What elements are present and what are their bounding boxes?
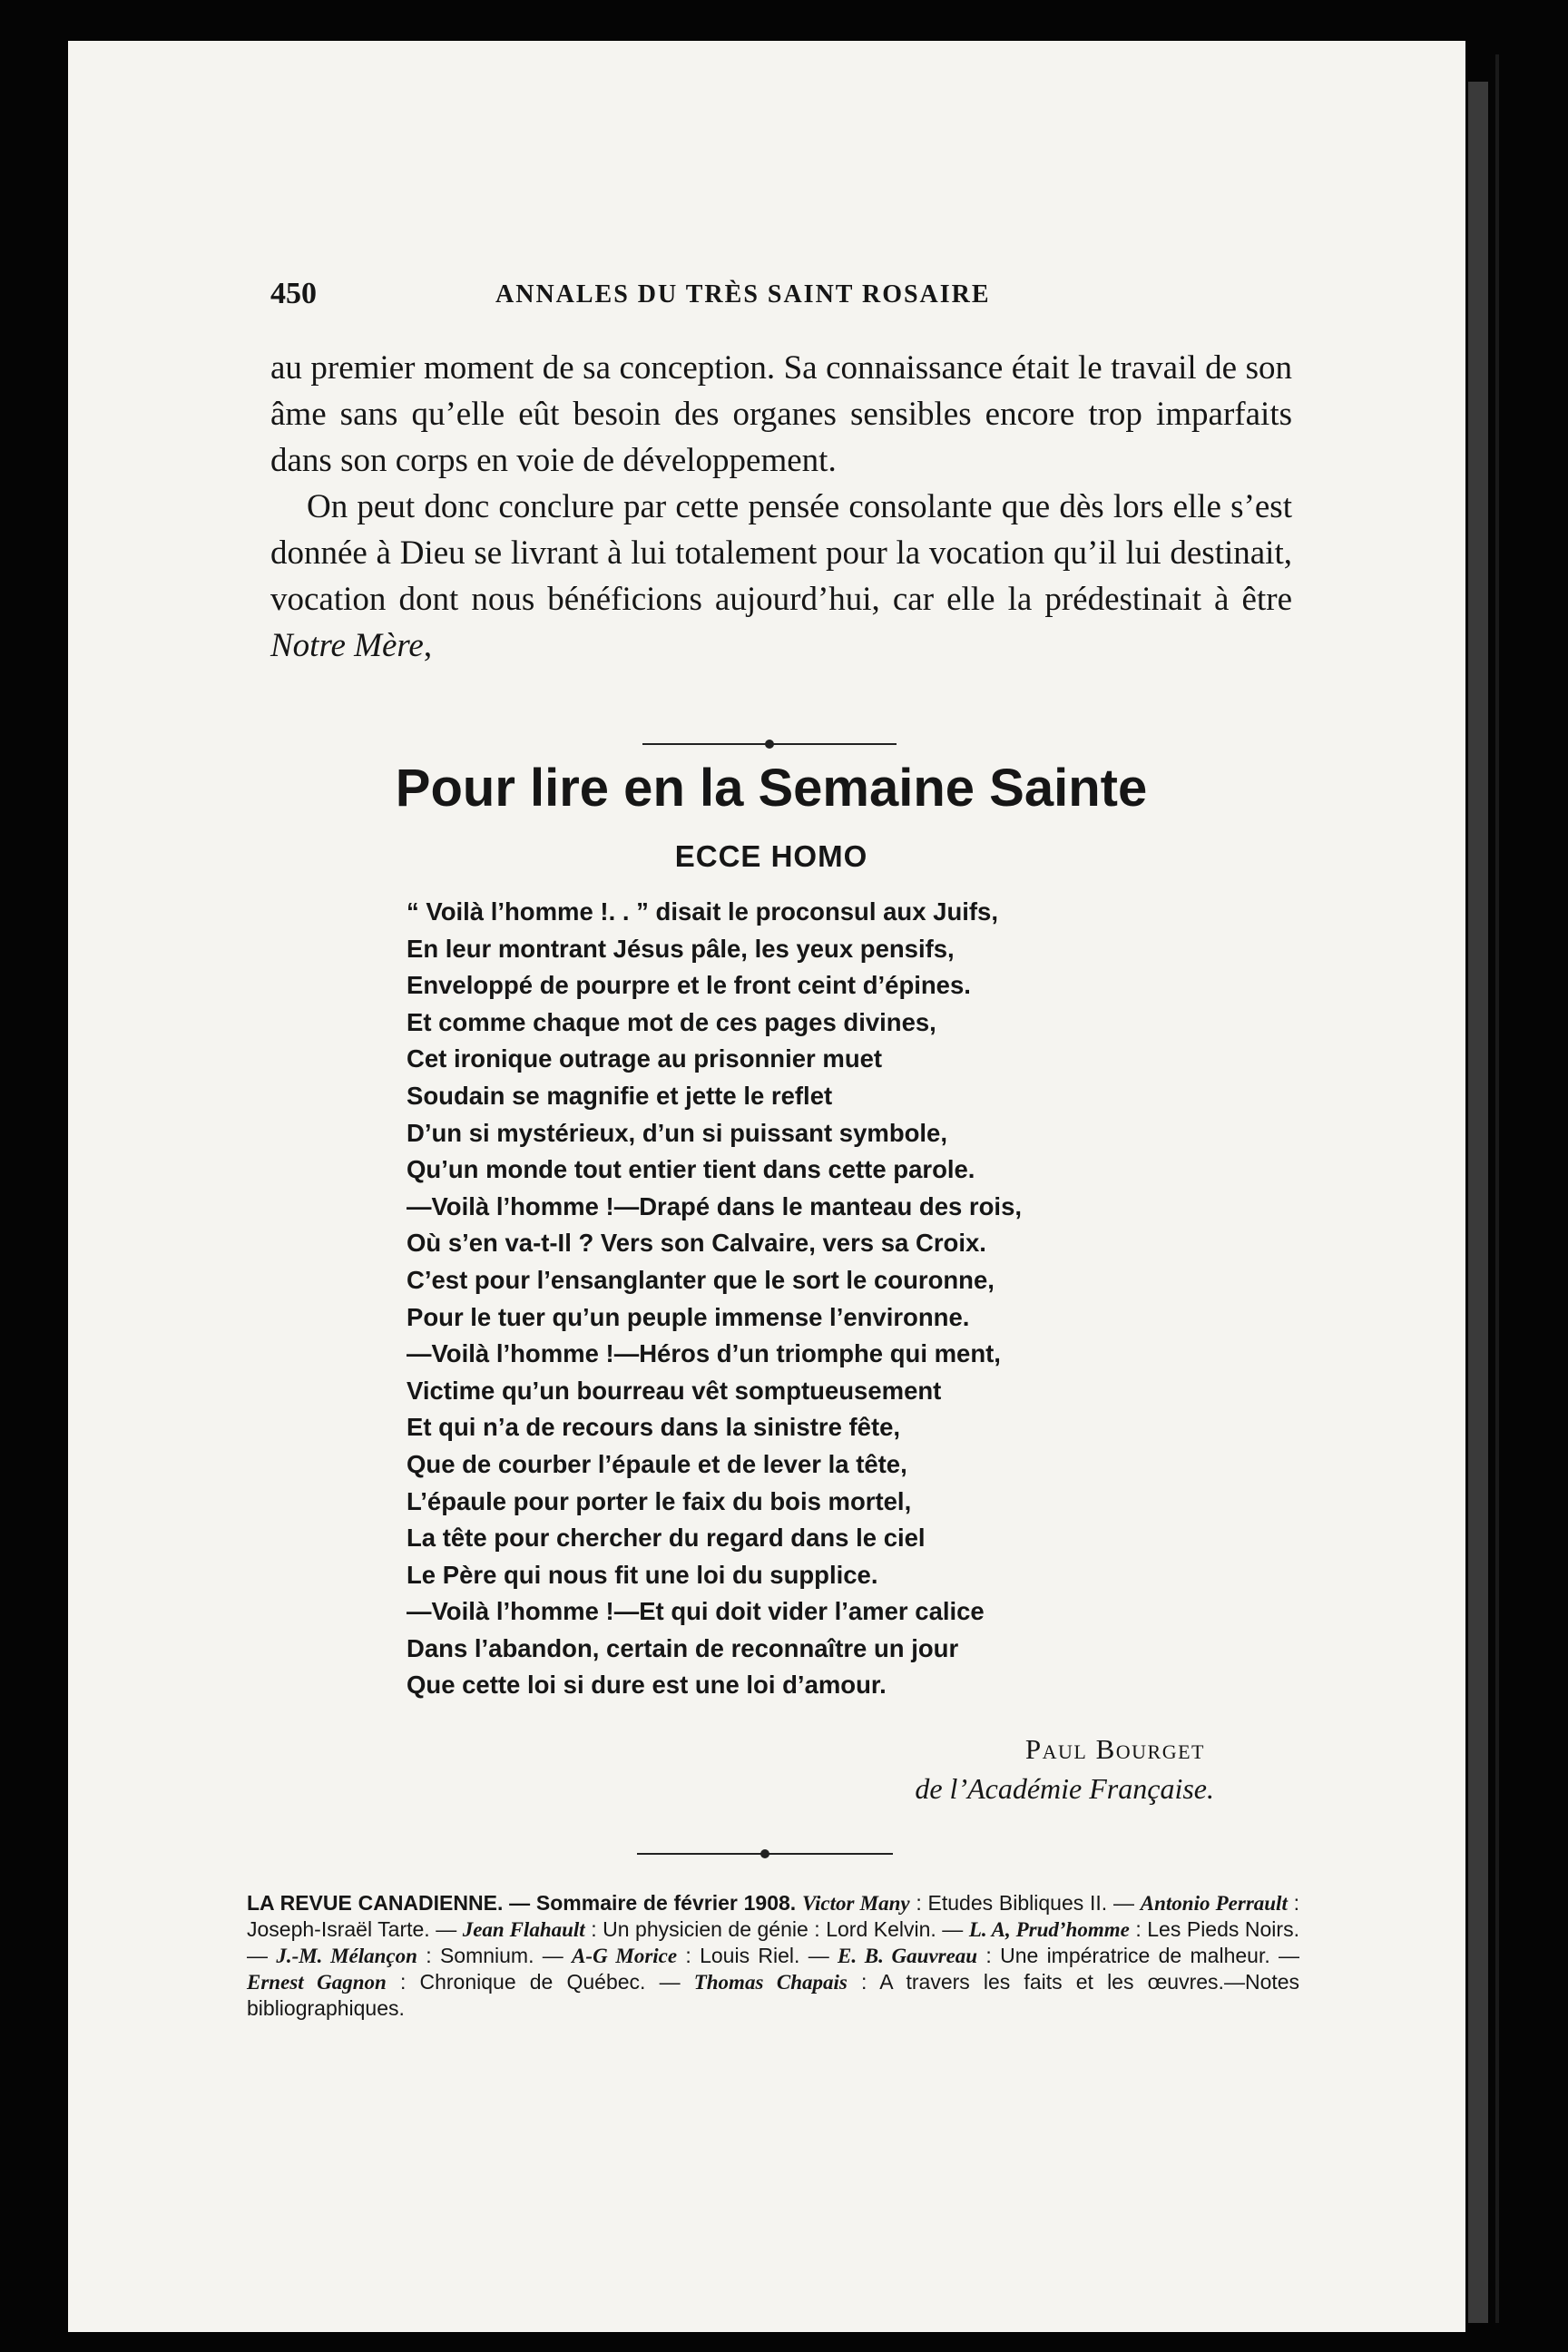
adjacent-page-edge (1468, 82, 1488, 2323)
page-edge-line (1495, 54, 1499, 2323)
running-head (270, 277, 1087, 322)
poem-line: Soudain se magnifie et jette le reflet (407, 1081, 833, 1110)
author-affiliation: de l’Académie Française. (915, 1772, 1214, 1805)
notice-issue: — Sommaire de février 1908. (509, 1891, 797, 1915)
notice-entry-title: Les Pieds Noirs. (1147, 1917, 1299, 1941)
poem (407, 894, 1223, 1704)
poem-line: Dans l’abandon, certain de reconnaître un jour (407, 1633, 959, 1662)
notice-entry-title: Etudes Bibliques II. (927, 1891, 1108, 1915)
poem-line: Et qui n’a de recours dans la sinistre fête, (407, 1413, 901, 1442)
poem-line: Où s’en va-t-Il ? Vers son Calvaire, vers sa Croix. (407, 1229, 986, 1258)
notice-entry-title: Somnium. (439, 1944, 534, 1967)
section-divider (637, 1847, 893, 1861)
notice-entry-title: Joseph-Israël Tarte. (247, 1917, 430, 1941)
poem-line: L’épaule pour porter le faix du bois mortel, (407, 1486, 912, 1515)
poem-line: Victime qu’un bourreau vêt somptueusement (407, 1376, 942, 1405)
poem-title: ECCE HOMO (674, 839, 868, 873)
page-number: 450 (270, 277, 317, 310)
prose-italic: Notre Mère (270, 627, 424, 664)
notice-entry-author: L. A, Prud’homme (968, 1918, 1130, 1941)
poem-line: —Voilà l’homme !—Et qui doit vider l’amer calice (407, 1597, 985, 1626)
prose-paragraph: au premier moment de sa conception. Sa connaissance était le travail de son âme sans qu’elle eût besoin des organes sensibles encore trop imparfaits dans son corps en voie de développement. (270, 349, 1292, 479)
poem-line: Que de courber l’épaule et de lever la tête, (407, 1449, 907, 1478)
poem-line: Et comme chaque mot de ces pages divines, (407, 1007, 936, 1036)
poem-line: Le Père qui nous fit une loi du supplice. (407, 1560, 878, 1589)
notice-entry-title: A travers les faits et les œuvres. (879, 1970, 1224, 1994)
divider-dot (760, 1849, 769, 1858)
notice-entry-title: Chronique de Québec. (419, 1970, 646, 1994)
poem-line: Pour le tuer qu’un peuple immense l’environne. (407, 1302, 970, 1331)
notice-entry-author: Ernest Gagnon (247, 1971, 387, 1994)
notice-entry-author: E. B. Gauvreau (838, 1945, 978, 1967)
poem-line: D’un si mystérieux, d’un si puissant symbole, (407, 1118, 947, 1147)
prose-block (270, 345, 1292, 669)
poem-line: “ Voilà l’homme !. . ” disait le proconsul aux Juifs, (407, 897, 998, 926)
prose-punctuation: , (423, 627, 433, 664)
poem-line: En leur montrant Jésus pâle, les yeux pensifs, (407, 934, 955, 963)
notice-entry-author: Victor Many (801, 1892, 910, 1915)
poem-line: La tête pour chercher du regard dans le ciel (407, 1524, 926, 1553)
author-name: Paul Bourget (1024, 1733, 1205, 1765)
poem-line: Que cette loi si dure est une loi d’amour. (407, 1671, 887, 1700)
poem-line: —Voilà l’homme !—Drapé dans le manteau des rois, (407, 1191, 1023, 1220)
prose-paragraph (270, 484, 1292, 669)
article-title: Pour lire en la Semaine Sainte (395, 759, 1148, 818)
poem-line: Enveloppé de pourpre et le front ceint d’épines. (407, 971, 971, 1000)
poem-line: Qu’un monde tout entier tient dans cette parole. (407, 1155, 975, 1184)
notice-entry-author: A-G Morice (572, 1945, 678, 1967)
review-notice: LA REVUE CANADIENNE. — Sommaire de février 1908. Victor Many : Etudes Bibliques II. — Antonio Perrault : Joseph-Israël Tarte. — Jean Flahault : Un physicien de génie : Lord Kelvin. — L. A, Prud’homme : Les Pieds Noirs. — J.-M. Mélançon : Somnium. — A-G Morice : Louis Riel. — E. B. Gauvreau : Une impératrice de malheur. — Ernest Gagnon : Chronique de Québec. — Thomas Chapais : A travers les faits et les œuvres.—Notes bibliographiques. (247, 1891, 1300, 2020)
notice-closing: —Notes bibliographiques. (247, 1970, 1300, 2020)
divider-dot (765, 740, 774, 749)
poem-line: Cet ironique outrage au prisonnier muet (407, 1044, 883, 1073)
journal-title: ANNALES DU TRÈS SAINT ROSAIRE (495, 280, 991, 309)
prose-text: On peut donc conclure par cette pensée consolante que dès lors elle s’est donnée à Dieu se livrant à lui totalement pour la vocation qu’il lui destinait, vocation dont nous bénéficions aujourd’hui, car elle la prédestinait à être (270, 488, 1292, 618)
section-divider (642, 737, 897, 751)
notice-entry-title: Louis Riel. (700, 1944, 800, 1967)
poem-line: —Voilà l’homme !—Héros d’un triomphe qui ment, (407, 1339, 1001, 1368)
notice-entry-author: Jean Flahault (462, 1918, 585, 1941)
poem-line: C’est pour l’ensanglanter que le sort le couronne, (407, 1265, 995, 1294)
notice-entry-author: Antonio Perrault (1140, 1892, 1288, 1915)
notice-entry-title: Un physicien de génie : Lord Kelvin. (603, 1917, 936, 1941)
notice-entry-author: J.-M. Mélançon (276, 1945, 417, 1967)
notice-publication: LA REVUE CANADIENNE. (247, 1891, 504, 1915)
notice-entry-author: Thomas Chapais (693, 1971, 848, 1994)
notice-entry-title: Une impératrice de malheur. (1000, 1944, 1270, 1967)
